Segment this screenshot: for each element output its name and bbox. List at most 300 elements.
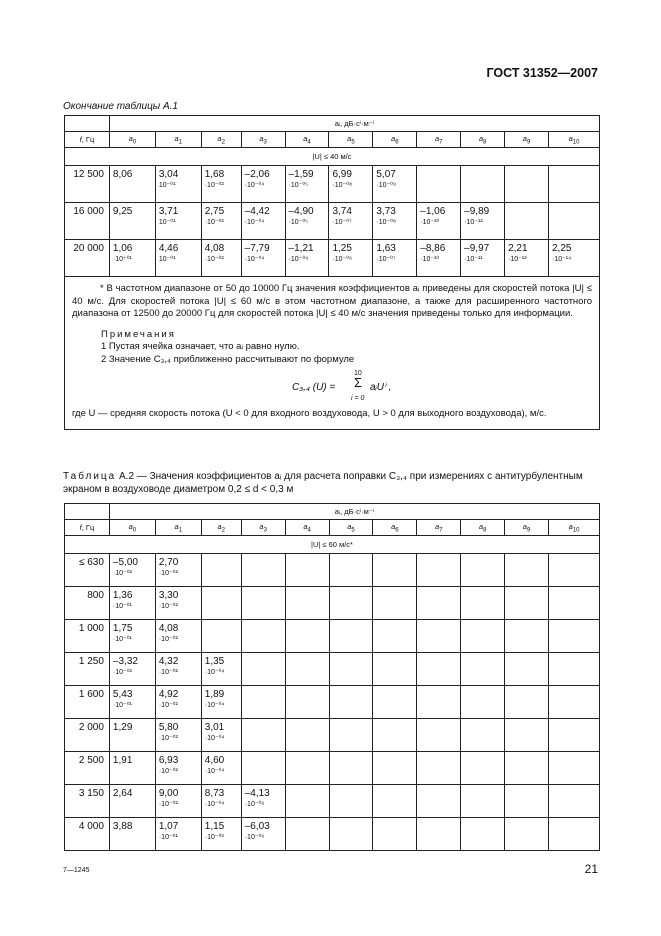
coefficient-cell (329, 166, 373, 203)
coefficient-cell (461, 785, 505, 818)
frequency-cell: 3 150 (65, 785, 110, 818)
coefficient-cell (155, 818, 201, 851)
coefficient-cell (241, 620, 285, 653)
coefficient-exponent: ·10⁻⁰⁴ (244, 219, 265, 226)
coefficient-mantissa: 1,75 (112, 623, 133, 634)
coefficient-exponent: ·10⁻⁰² (158, 603, 178, 610)
coefficient-cell (155, 785, 201, 818)
table2-body (65, 554, 600, 851)
coefficient-cell (201, 752, 241, 785)
coefficient-exponent: ·10⁻¹⁴ (551, 256, 572, 263)
coefficient-mantissa: –4,90 (288, 206, 314, 217)
coefficient-cell (201, 785, 241, 818)
column-header-a10: $a_{10}$ (549, 520, 600, 536)
coefficient-mantissa: 3,71 (158, 206, 179, 217)
coefficient-exponent: ·10⁻⁰⁶ (244, 834, 265, 841)
column-header-a8: $a_8$ (461, 132, 505, 148)
frequency-cell: 1 000 (65, 620, 110, 653)
formula (72, 372, 592, 402)
coefficient-exponent: ·10⁻⁰² (158, 768, 178, 775)
coefficient-exponent: ·10⁻⁰² (158, 570, 178, 577)
coefficient-cell (285, 653, 329, 686)
coefficient-mantissa: 1,15 (204, 821, 225, 832)
coefficient-mantissa: –9,97 (464, 243, 490, 254)
condition-row: |U| ≤ 60 м/с* (65, 536, 600, 554)
coefficient-cell (201, 240, 241, 277)
coefficient-mantissa: 1,36 (112, 590, 133, 601)
table2-caption (63, 470, 603, 496)
coefficient-exponent: ·10⁻⁰⁶ (244, 801, 265, 808)
coefficient-mantissa: –7,79 (244, 243, 270, 254)
coefficient-cell (201, 554, 241, 587)
coefficient-mantissa: 9,25 (112, 206, 133, 217)
coefficient-cell (285, 240, 329, 277)
coefficient-cell (549, 587, 600, 620)
coefficient-mantissa: 4,08 (204, 243, 225, 254)
coefficient-exponent: ·10⁻⁰² (204, 182, 224, 189)
table-row (65, 587, 600, 620)
table-a2 (64, 503, 600, 851)
note-1: 1 Пустая ячейка означает, что aᵢ равно нулю. (101, 341, 300, 352)
coefficient-exponent: ·10⁻⁰¹ (112, 702, 132, 709)
coefficient-cell (549, 620, 600, 653)
formula-lhs: C₃,₄ (U) = (292, 382, 336, 393)
column-header-a9: $a_9$ (505, 520, 549, 536)
coefficient-cell (155, 554, 201, 587)
coefficient-exponent: ·10⁻⁰² (204, 219, 224, 226)
coefficient-mantissa: –5,00 (112, 557, 138, 568)
frequency-cell: 1 250 (65, 653, 110, 686)
coefficient-cell (285, 587, 329, 620)
note-2: 2 Значение C₃,₄ приближенно рассчитывают по формуле (101, 353, 355, 365)
column-header-a1: $a_1$ (155, 132, 201, 148)
column-header-f: f, Гц (65, 520, 110, 536)
coefficient-mantissa: 4,32 (158, 656, 179, 667)
coefficient-mantissa: 1,89 (204, 689, 225, 700)
table-a1-end (64, 115, 600, 430)
coefficient-cell (201, 587, 241, 620)
coefficient-cell (201, 686, 241, 719)
coefficient-cell (548, 166, 599, 203)
coefficient-exponent: ·10⁻⁰⁵ (288, 219, 309, 226)
coefficient-cell (417, 686, 461, 719)
group-header: aᵢ, дБ·сⁱ·м⁻ⁱ (109, 504, 599, 520)
coefficient-exponent: ·10⁻⁰⁴ (244, 256, 265, 263)
coefficient-exponent: ·10⁻⁰⁶ (332, 256, 352, 263)
coefficient-mantissa: 3,01 (204, 722, 225, 733)
coefficient-mantissa: 6,99 (332, 169, 352, 180)
column-header-a6: $a_6$ (373, 520, 417, 536)
column-header-row (65, 132, 600, 148)
coefficient-mantissa: 3,73 (376, 206, 396, 217)
coefficient-cell (241, 166, 285, 203)
coefficient-cell (417, 203, 461, 240)
coefficient-cell (417, 587, 461, 620)
coefficient-cell (373, 719, 417, 752)
coefficient-cell (417, 620, 461, 653)
coefficient-cell (461, 203, 505, 240)
group-header: aᵢ, дБ·сⁱ·м⁻ⁱ (109, 116, 599, 132)
coefficient-mantissa: 2,70 (158, 557, 179, 568)
column-header-a2: $a_2$ (201, 520, 241, 536)
table-row (65, 752, 600, 785)
coefficient-cell (285, 203, 329, 240)
coefficient-mantissa: –3,32 (112, 656, 138, 667)
coefficient-cell (285, 166, 329, 203)
coefficient-cell (285, 752, 329, 785)
coefficient-exponent: ·10⁻⁰² (204, 256, 224, 263)
table2-caption-text: А.2 — Значения коэффициентов aᵢ для расчета поправки C₃,₄ при измерениях с антитурбулентным экраном в воздуховоде диаметром 0,2 ≤ d < 0,3 м (63, 471, 583, 495)
coefficient-cell (549, 752, 600, 785)
column-header-a1: $a_1$ (155, 520, 201, 536)
coefficient-cell (329, 719, 373, 752)
coefficient-mantissa: 2,75 (204, 206, 225, 217)
table-row (65, 653, 600, 686)
coefficient-exponent: ·10⁻⁰⁴ (204, 801, 225, 808)
column-header-a7: $a_7$ (417, 520, 461, 536)
coefficient-exponent: ·10⁻⁰⁴ (204, 768, 225, 775)
column-header-a6: $a_6$ (373, 132, 417, 148)
coefficient-cell (155, 587, 201, 620)
coefficient-mantissa: 2,64 (112, 788, 133, 799)
coefficient-exponent: ·10⁻⁰² (158, 801, 178, 808)
coefficient-cell (201, 818, 241, 851)
coefficient-mantissa: –1,59 (288, 169, 314, 180)
coefficient-mantissa: 3,30 (158, 590, 179, 601)
coefficient-mantissa: 5,43 (112, 689, 133, 700)
coefficient-cell (241, 752, 285, 785)
coefficient-cell (373, 752, 417, 785)
coefficient-exponent: ·10⁻⁰³ (204, 834, 224, 841)
column-header-a7: $a_7$ (417, 132, 461, 148)
coefficient-cell (505, 653, 549, 686)
coefficient-cell (373, 818, 417, 851)
coefficient-cell (549, 686, 600, 719)
coefficient-cell (549, 554, 600, 587)
coefficient-cell (201, 203, 241, 240)
coefficient-mantissa: 1,35 (204, 656, 225, 667)
frequency-cell: 2 000 (65, 719, 110, 752)
coefficient-cell (505, 620, 549, 653)
footnote-text: * В частотном диапазоне от 50 до 10000 Гц значения коэффициентов aᵢ приведены для скоростей потока |U| ≤ 40 м/с. Для скоростей потока |U| ≤ 60 м/с в этом частотном диапазоне, а также для расширенного частотного диапазона от 12500 до 20000 Гц для скоростей потока |U| ≤ 40 м/с значения приведены только для информации. (72, 283, 592, 319)
column-header-a3: $a_3$ (241, 132, 285, 148)
coefficient-exponent: ·10⁻⁰² (112, 570, 132, 577)
column-header-a9: $a_9$ (505, 132, 549, 148)
coefficient-mantissa: 8,73 (204, 788, 225, 799)
column-header-a10: $a_{10}$ (548, 132, 599, 148)
coefficient-cell (549, 719, 600, 752)
coefficient-cell (417, 818, 461, 851)
coefficient-mantissa: 1,91 (112, 755, 133, 766)
coefficient-exponent: 10⁻⁰¹ (158, 182, 176, 189)
frequency-cell: 2 500 (65, 752, 110, 785)
table-row (65, 166, 600, 203)
coefficient-cell (417, 166, 461, 203)
coefficient-cell (329, 818, 373, 851)
formula-sum-top: 10 (354, 370, 362, 377)
coefficient-cell (461, 240, 505, 277)
coefficient-cell (329, 554, 373, 587)
coefficient-cell (373, 587, 417, 620)
coefficient-cell (241, 653, 285, 686)
column-header-a0: $a_0$ (109, 520, 155, 536)
coefficient-cell (373, 240, 417, 277)
coefficient-cell (329, 203, 373, 240)
coefficient-cell (109, 554, 155, 587)
document-id: ГОСТ 31352—2007 (486, 66, 598, 80)
coefficient-cell (417, 752, 461, 785)
coefficient-exponent: ·10⁻⁰⁵ (288, 182, 309, 189)
coefficient-cell (285, 785, 329, 818)
coefficient-cell (109, 653, 155, 686)
formula-sum-sign: Σ (354, 375, 363, 390)
coefficient-mantissa: –1,21 (288, 243, 314, 254)
column-header-a5: $a_5$ (329, 520, 373, 536)
coefficient-exponent: ·10⁻¹³ (508, 256, 527, 263)
coefficient-cell (109, 818, 155, 851)
coefficient-exponent: ·10⁻⁰⁸ (376, 219, 396, 226)
table-row (65, 785, 600, 818)
coefficient-cell (109, 719, 155, 752)
coefficient-mantissa: 4,08 (158, 623, 179, 634)
coefficient-mantissa: 6,93 (158, 755, 179, 766)
coefficient-cell (373, 785, 417, 818)
coefficient-cell (505, 554, 549, 587)
coefficient-mantissa: 4,46 (158, 243, 179, 254)
coefficient-mantissa: 1,07 (158, 821, 179, 832)
coefficient-cell (201, 620, 241, 653)
table-row (65, 686, 600, 719)
coefficient-cell (505, 719, 549, 752)
coefficient-mantissa: –9,89 (464, 206, 490, 217)
coefficient-exponent: ·10⁻⁰² (158, 669, 178, 676)
coefficient-cell (373, 203, 417, 240)
coefficient-mantissa: 1,63 (376, 243, 396, 254)
table-row (65, 620, 600, 653)
frequency-cell: 12 500 (65, 166, 110, 203)
coefficient-mantissa: –4,42 (244, 206, 270, 217)
table-row (65, 554, 600, 587)
coefficient-cell (505, 240, 549, 277)
where-text: где U — средняя скорость потока (U < 0 для входного воздуховода, U > 0 для выходного воздуховода), м/с. (72, 408, 547, 419)
coefficient-cell (329, 240, 373, 277)
coefficient-mantissa: –6,03 (244, 821, 270, 832)
coefficient-cell (155, 719, 201, 752)
coefficient-cell (417, 554, 461, 587)
coefficient-cell (548, 203, 599, 240)
coefficient-cell (241, 554, 285, 587)
coefficient-cell (461, 554, 505, 587)
coefficient-cell (241, 818, 285, 851)
frequency-cell: ≤ 630 (65, 554, 110, 587)
coefficient-cell (241, 785, 285, 818)
coefficient-cell (329, 587, 373, 620)
coefficient-cell (155, 620, 201, 653)
coefficient-cell (505, 587, 549, 620)
coefficient-cell (155, 240, 201, 277)
table-row (65, 240, 600, 277)
coefficient-cell (373, 620, 417, 653)
coefficient-cell (241, 686, 285, 719)
coefficient-cell (329, 686, 373, 719)
coefficient-mantissa: 5,80 (158, 722, 179, 733)
coefficient-cell (241, 240, 285, 277)
coefficient-cell (109, 686, 155, 719)
coefficient-exponent: ·10⁻⁰⁴ (204, 669, 225, 676)
coefficient-exponent: 10⁻⁰¹ (158, 219, 176, 226)
coefficient-cell (241, 719, 285, 752)
coefficient-exponent: ·10⁻⁰² (112, 669, 132, 676)
coefficient-mantissa: –8,86 (420, 243, 446, 254)
coefficient-cell (505, 166, 549, 203)
table2-caption-prefix: Таблица (63, 471, 117, 482)
coefficient-mantissa: –4,13 (244, 788, 270, 799)
coefficient-mantissa: –1,06 (420, 206, 446, 217)
column-header-f: f, Гц (65, 132, 110, 148)
notes-title: Примечания (101, 328, 176, 340)
frequency-cell: 4 000 (65, 818, 110, 851)
coefficient-exponent: ·10⁻¹⁰ (420, 219, 440, 226)
coefficient-exponent: ·10⁻⁰¹ (112, 636, 132, 643)
coefficient-mantissa: 1,25 (332, 243, 352, 254)
coefficient-cell (505, 203, 549, 240)
coefficient-cell (201, 653, 241, 686)
coefficient-mantissa: 3,74 (332, 206, 352, 217)
coefficient-mantissa: 3,88 (112, 821, 133, 832)
coefficient-cell (155, 653, 201, 686)
coefficient-mantissa: 1,68 (204, 169, 225, 180)
coefficient-cell (329, 653, 373, 686)
coefficient-exponent: ·10⁺⁰¹ (112, 256, 132, 263)
coefficient-cell (285, 620, 329, 653)
column-header-a0: $a_0$ (109, 132, 155, 148)
column-header-a5: $a_5$ (329, 132, 373, 148)
coefficient-cell (109, 166, 155, 203)
column-header-a4: $a_4$ (285, 520, 329, 536)
coefficient-exponent: ·10⁻⁰⁷ (332, 219, 352, 226)
coefficient-mantissa: 3,04 (158, 169, 179, 180)
coefficient-exponent: ·10⁻⁰⁴ (204, 735, 225, 742)
column-header-a4: $a_4$ (285, 132, 329, 148)
coefficient-cell (417, 785, 461, 818)
coefficient-mantissa: –2,06 (244, 169, 270, 180)
coefficient-exponent: ·10⁻⁰² (158, 636, 178, 643)
coefficient-cell (461, 587, 505, 620)
frequency-cell: 16 000 (65, 203, 110, 240)
coefficient-cell (461, 719, 505, 752)
coefficient-cell (201, 166, 241, 203)
coefficient-cell (461, 686, 505, 719)
coefficient-exponent: ·10⁻⁰⁴ (204, 702, 225, 709)
coefficient-mantissa: 8,06 (112, 169, 133, 180)
coefficient-cell (285, 818, 329, 851)
column-header-a2: $a_2$ (201, 132, 241, 148)
coefficient-cell (549, 818, 600, 851)
frequency-cell: 800 (65, 587, 110, 620)
coefficient-cell (155, 166, 201, 203)
formula-rhs: aᵢUⁱ , (370, 382, 392, 393)
coefficient-exponent: ·10⁻⁰⁷ (376, 256, 396, 263)
coefficient-cell (461, 653, 505, 686)
table-row (65, 203, 600, 240)
frequency-cell: 1 600 (65, 686, 110, 719)
coefficient-mantissa: 1,06 (112, 243, 133, 254)
coefficient-exponent: ·10⁻⁰⁸ (332, 182, 353, 189)
coefficient-mantissa: 9,00 (158, 788, 179, 799)
coefficient-cell (155, 752, 201, 785)
coefficient-cell (241, 587, 285, 620)
coefficient-cell (461, 752, 505, 785)
coefficient-cell (109, 785, 155, 818)
group-header-empty (65, 116, 110, 132)
coefficient-exponent: ·10⁻⁰⁴ (288, 256, 309, 263)
coefficient-mantissa: 2,21 (508, 243, 528, 254)
group-header-empty (65, 504, 110, 520)
coefficient-exponent: ·10⁻⁰² (158, 702, 178, 709)
coefficient-cell (155, 686, 201, 719)
coefficient-cell (329, 620, 373, 653)
coefficient-mantissa: 2,25 (551, 243, 572, 254)
coefficient-cell (373, 653, 417, 686)
table1-footnote-cell (65, 277, 600, 430)
coefficient-cell (505, 686, 549, 719)
coefficient-exponent: ·10⁻⁰⁹ (376, 182, 396, 189)
coefficient-cell (373, 166, 417, 203)
column-header-a3: $a_3$ (241, 520, 285, 536)
page-number: 21 (584, 862, 598, 876)
coefficient-cell (505, 785, 549, 818)
coefficient-cell (109, 752, 155, 785)
coefficient-cell (461, 166, 505, 203)
coefficient-exponent: ·10⁻⁰¹ (112, 603, 132, 610)
table1-caption: Окончание таблицы А.1 (63, 101, 178, 112)
coefficient-cell (285, 719, 329, 752)
coefficient-cell (109, 203, 155, 240)
coefficient-cell (461, 818, 505, 851)
coefficient-cell (109, 587, 155, 620)
coefficient-cell (417, 240, 461, 277)
coefficient-cell (285, 554, 329, 587)
coefficient-cell (201, 719, 241, 752)
coefficient-mantissa: 4,92 (158, 689, 179, 700)
coefficient-cell (329, 752, 373, 785)
table-row (65, 818, 600, 851)
coefficient-exponent: ·10⁻¹¹ (464, 256, 483, 263)
column-header-row (65, 520, 600, 536)
coefficient-exponent: ·10⁻⁰² (158, 735, 178, 742)
coefficient-cell (373, 686, 417, 719)
coefficient-cell (109, 620, 155, 653)
coefficient-cell (549, 785, 600, 818)
table1-body (65, 166, 600, 277)
coefficient-cell (549, 653, 600, 686)
print-code: 7—1245 (63, 867, 90, 874)
coefficient-exponent: ·10⁻¹² (464, 219, 483, 226)
coefficient-cell (109, 240, 155, 277)
frequency-cell: 20 000 (65, 240, 110, 277)
coefficient-mantissa: 1,29 (112, 722, 133, 733)
formula-sum-bottom: i = 0 (351, 395, 365, 402)
coefficient-mantissa: 4,60 (204, 755, 225, 766)
coefficient-cell (505, 752, 549, 785)
coefficient-exponent: ·10⁻⁰⁴ (244, 182, 265, 189)
coefficient-cell (155, 203, 201, 240)
coefficient-cell (548, 240, 599, 277)
table-row (65, 719, 600, 752)
coefficient-exponent: ·10⁻¹⁰ (420, 256, 440, 263)
coefficient-cell (417, 719, 461, 752)
coefficient-cell (329, 785, 373, 818)
